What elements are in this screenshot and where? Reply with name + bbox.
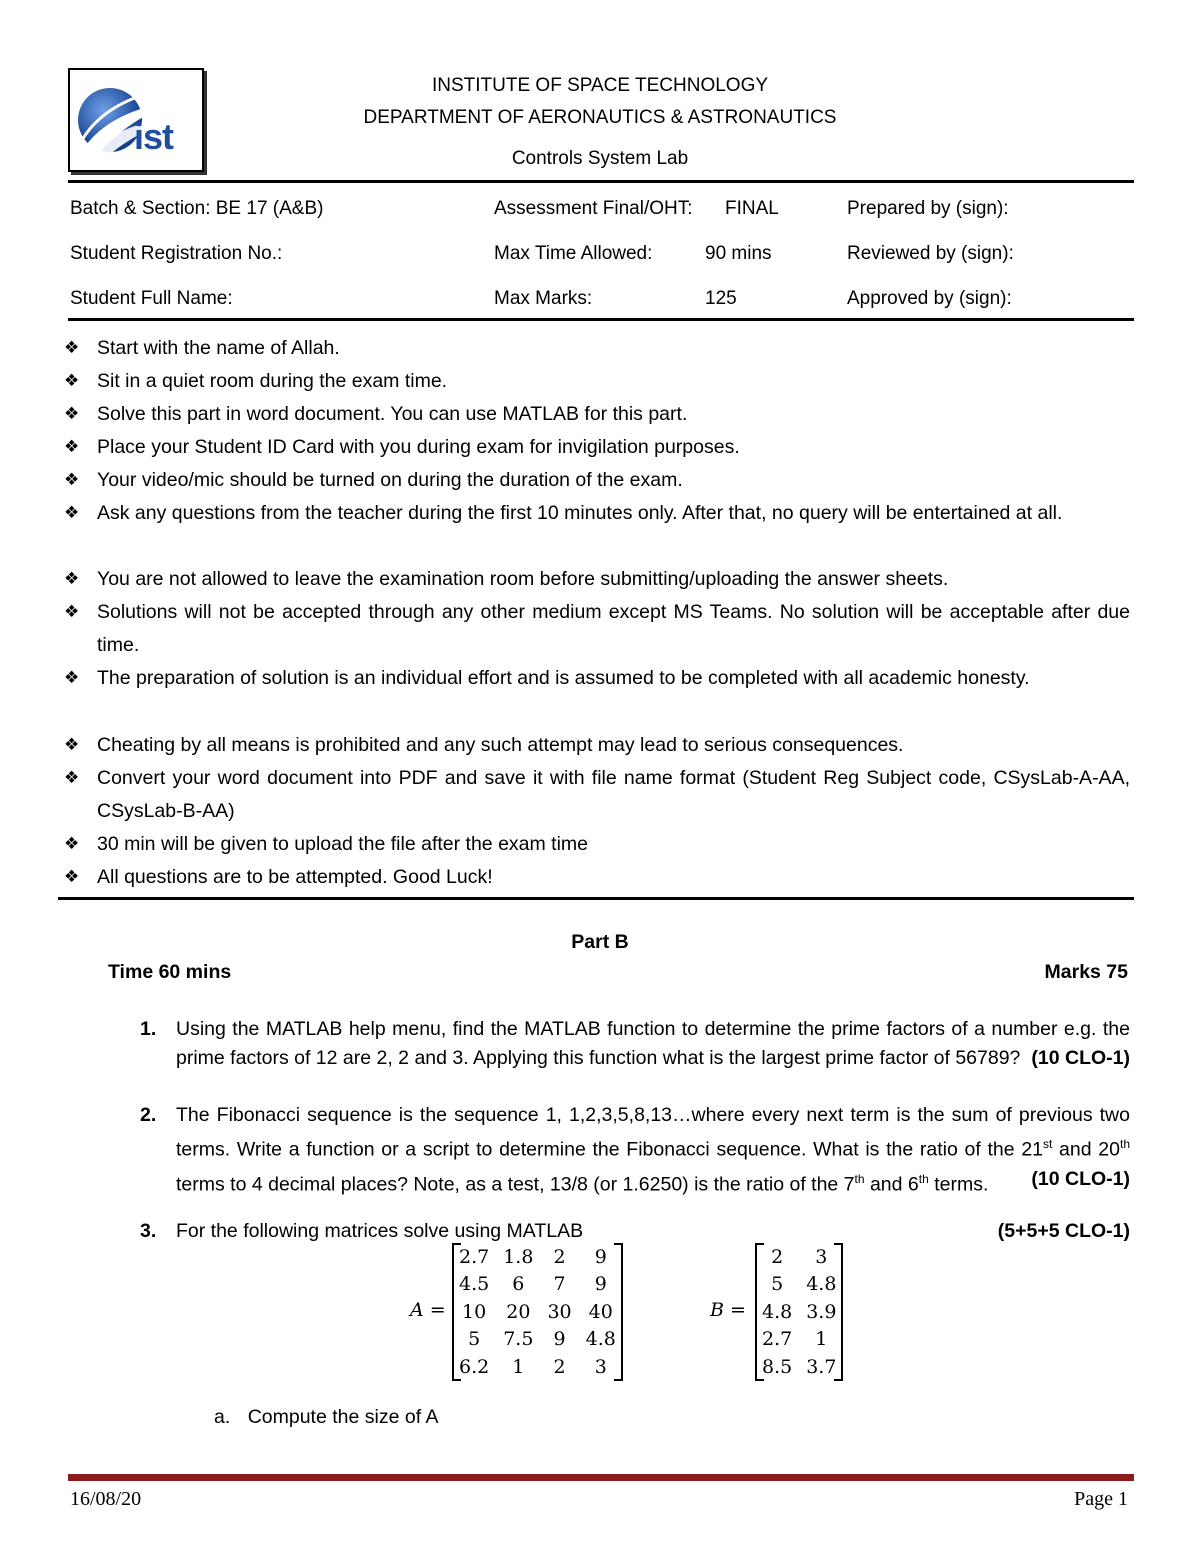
instruction-item: ❖ You are not allowed to leave the examination room before submitting/uploading the answer sheets. <box>64 563 1130 596</box>
question-text: Using the MATLAB help menu, find the MATLAB function to determine the prime factors of a number e.g. the prime factors of 12 are 2, 2 and 3. Applying this function what is the largest prime factor of 56789? <box>176 1018 1130 1069</box>
instruction-item: ❖ Sit in a quiet room during the exam time. <box>64 365 1130 398</box>
instruction-item: ❖ Place your Student ID Card with you during exam for invigilation purposes. <box>64 431 1130 464</box>
max-marks-label: Max Marks: <box>494 288 593 309</box>
question-text: The Fibonacci sequence is the sequence 1, 1,2,3,5,8,13…where every next term is the sum of previous two terms. Write a function or a script to determine the Fibonacci sequence. What is the ratio of the 21 <box>176 1104 1130 1161</box>
max-time-label: Max Time Allowed: <box>494 243 653 264</box>
matrix-a: 2.7 1.8 2 9 4.5 6 7 9 10 20 30 40 5 7.5 9 4.8 6.2 1 2 3 <box>452 1243 623 1381</box>
sub-question-a <box>214 1406 438 1429</box>
instruction-item: ❖ Start with the name of Allah. <box>64 332 1130 365</box>
instruction-item: ❖ Your video/mic should be turned on during the duration of the exam. <box>64 464 1130 497</box>
prepared-by: Prepared by (sign): <box>847 198 1009 219</box>
question-marks: (10 CLO-1) <box>1031 1047 1130 1069</box>
bullet-diamond-icon: ❖ <box>64 503 80 522</box>
bullet-diamond-icon: ❖ <box>64 602 80 621</box>
matrix-a-label: A = <box>410 1299 446 1321</box>
question-number: 2. <box>140 1104 157 1126</box>
question-text: terms. <box>928 1173 989 1195</box>
header-divider <box>68 180 1134 183</box>
sub-question-text: Compute the size of A <box>247 1406 439 1428</box>
instruction-item: ❖ 30 min will be given to upload the file after the exam time <box>64 828 1130 861</box>
bullet-diamond-icon: ❖ <box>64 668 80 687</box>
question-number: 1. <box>140 1018 157 1040</box>
max-time-value: 90 mins <box>705 243 772 264</box>
assessment-value: FINAL <box>725 198 779 219</box>
bullet-diamond-icon: ❖ <box>64 470 80 489</box>
question-2 <box>140 1101 1130 1199</box>
superscript: th <box>854 1171 865 1186</box>
instructions-divider <box>58 897 1134 900</box>
max-marks-value: 125 <box>705 288 737 309</box>
question-3 <box>140 1217 1130 1246</box>
instruction-item: ❖ All questions are to be attempted. Good Luck! <box>64 861 1130 894</box>
department-name: DEPARTMENT OF AERONAUTICS & ASTRONAUTICS <box>363 107 837 128</box>
matrix-b: 2 3 5 4.8 4.8 3.9 2.7 1 8.5 3.7 <box>755 1243 843 1381</box>
footer-date: 16/08/20 <box>70 1488 142 1510</box>
bullet-diamond-icon: ❖ <box>64 569 80 588</box>
instruction-item: ❖ Solutions will not be accepted through any other medium except MS Teams. No solution will be acceptable after due time. <box>64 596 1130 661</box>
instruction-item: ❖ Solve this part in word document. You can use MATLAB for this part. <box>64 398 1130 431</box>
question-marks: (5+5+5 CLO-1) <box>997 1220 1130 1242</box>
bullet-diamond-icon: ❖ <box>64 404 80 423</box>
bullet-diamond-icon: ❖ <box>64 371 80 390</box>
registration-label: Student Registration No.: <box>70 243 283 264</box>
institute-name: INSTITUTE OF SPACE TECHNOLOGY <box>431 75 769 96</box>
bullet-diamond-icon: ❖ <box>64 834 80 853</box>
approved-by: Approved by (sign): <box>847 288 1012 309</box>
superscript: th <box>918 1171 929 1186</box>
superscript: th <box>1119 1137 1130 1151</box>
logo-text: ist <box>134 116 174 157</box>
sub-question-label: a. <box>214 1406 231 1428</box>
bullet-diamond-icon: ❖ <box>64 768 80 787</box>
instruction-item: ❖ Ask any questions from the teacher during the first 10 minutes only. After that, no query will be entertained at all. <box>64 497 1130 530</box>
instruction-item: ❖ Convert your word document into PDF and save it with file name format (Student Reg Subject code, CSysLab-A-AA, CSysLab-B-AA) <box>64 762 1130 827</box>
bullet-diamond-icon: ❖ <box>64 437 80 456</box>
full-name-label: Student Full Name: <box>70 288 233 309</box>
bullet-diamond-icon: ❖ <box>64 867 80 886</box>
question-text: and 6 <box>864 1173 919 1195</box>
lab-name: Controls System Lab <box>511 148 689 169</box>
question-text: For the following matrices solve using MATLAB <box>176 1220 584 1242</box>
part-time: Time 60 mins <box>108 961 232 983</box>
info-divider <box>68 318 1134 321</box>
question-marks: (10 CLO-1) <box>1031 1167 1130 1190</box>
question-text: terms to 4 decimal places? Note, as a test, 13/8 (or 1.6250) is the ratio of the 7 <box>176 1173 855 1195</box>
bullet-diamond-icon: ❖ <box>64 338 80 357</box>
instruction-item: ❖ Cheating by all means is prohibited and any such attempt may lead to serious consequences. <box>64 729 1130 762</box>
footer-rule <box>68 1474 1134 1481</box>
question-1 <box>140 1015 1130 1073</box>
footer-page-number: Page 1 <box>1074 1488 1128 1510</box>
bullet-diamond-icon: ❖ <box>64 735 80 754</box>
part-marks: Marks 75 <box>1044 961 1128 983</box>
matrix-b-label: B = <box>710 1299 746 1321</box>
reviewed-by: Reviewed by (sign): <box>847 243 1014 264</box>
instruction-item: ❖ The preparation of solution is an individual effort and is assumed to be completed with all academic honesty. <box>64 662 1130 695</box>
assessment-label: Assessment Final/OHT: <box>494 198 693 219</box>
part-title: Part B <box>571 931 629 953</box>
superscript: st <box>1043 1137 1053 1151</box>
question-text: and 20 <box>1052 1138 1120 1161</box>
question-number: 3. <box>140 1220 157 1242</box>
batch-section: Batch & Section: BE 17 (A&B) <box>70 198 324 219</box>
